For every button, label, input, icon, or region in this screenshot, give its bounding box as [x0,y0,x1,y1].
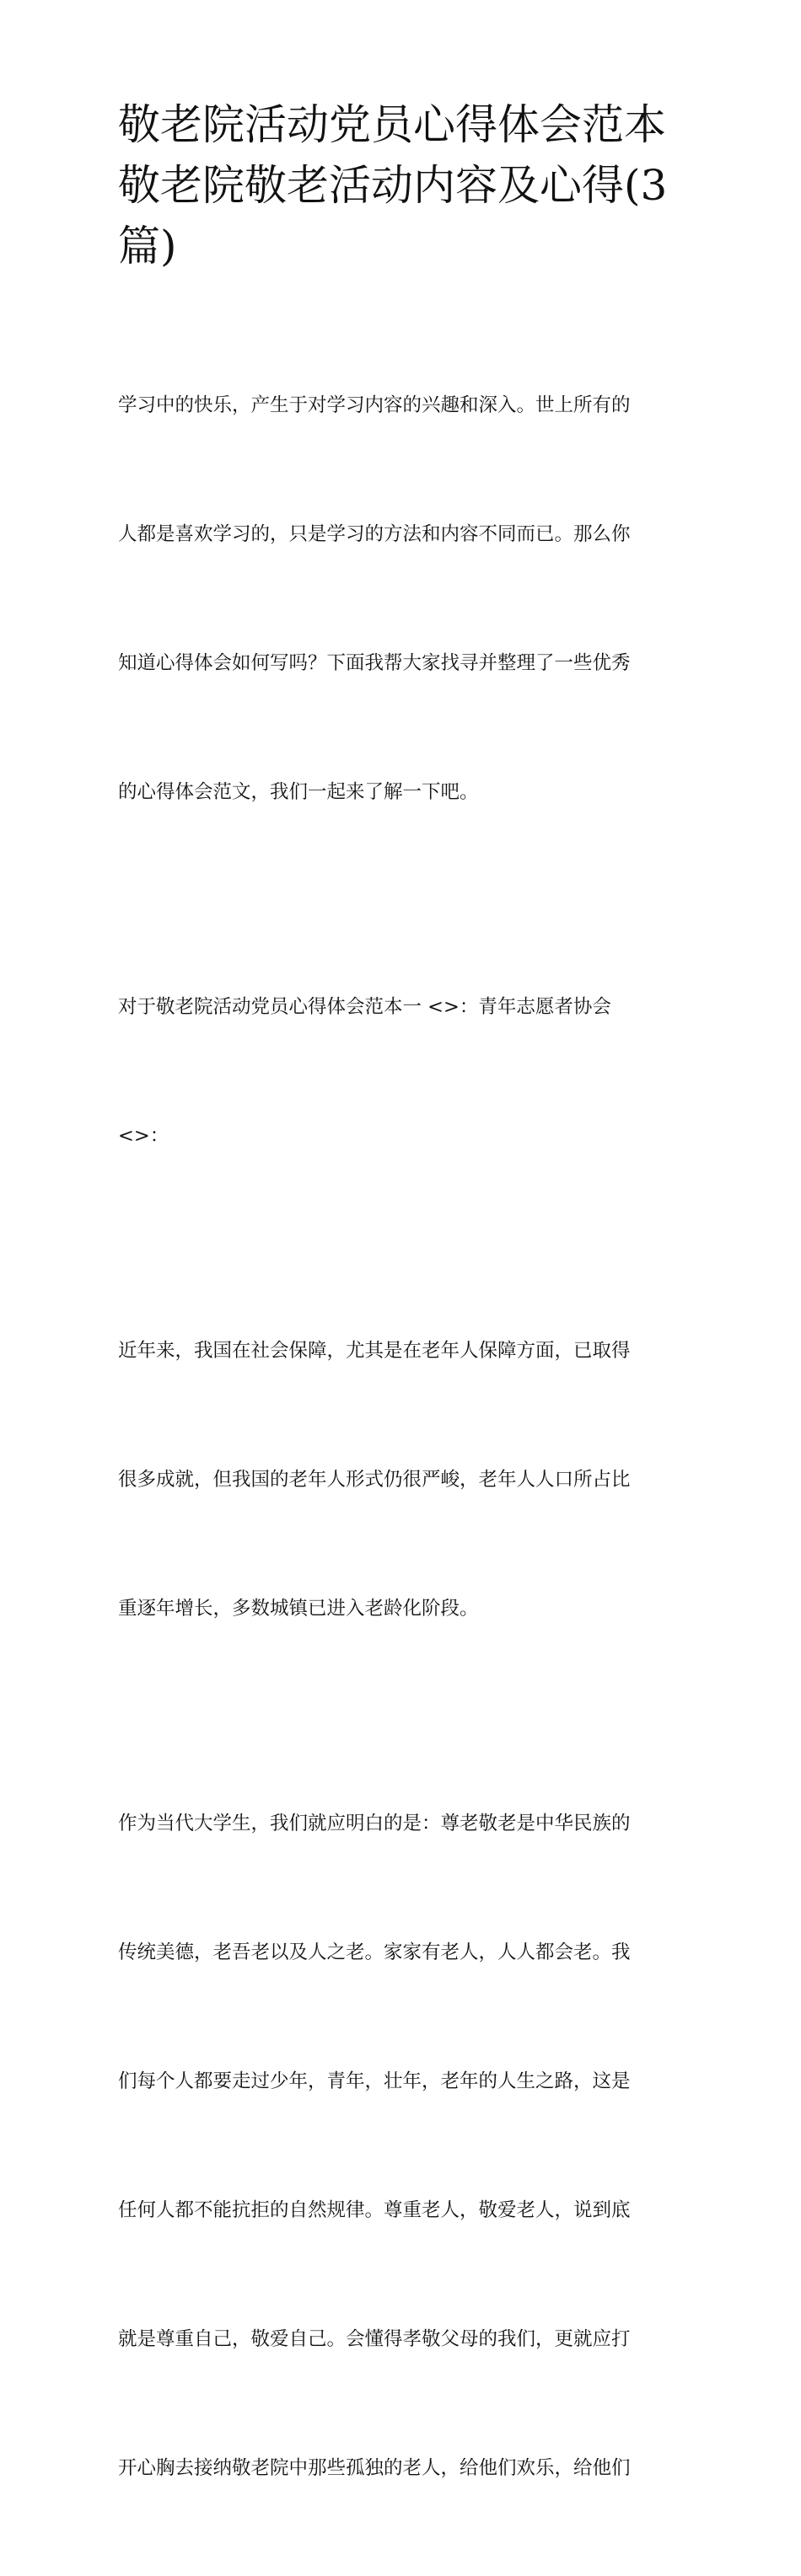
text-line: 重逐年增长，多数城镇已进入老龄化阶段。 [118,1598,479,1620]
text-line: 们每个人都要走过少年，青年，壮年，老年的人生之路，这是 [118,2070,631,2092]
document-page [118,0,687,2576]
text-line: <>： [118,1125,169,1147]
text-line: 开心胸去接纳敬老院中那些孤独的老人，给他们欢乐，给他们 [118,2457,631,2479]
document-body [118,298,687,2576]
text-line: 作为当代大学生，我们就应明白的是：尊老敬老是中华民族的 [118,1813,631,1834]
text-line: 传统美德，老吾老以及人之老。家家有老人，人人都会老。我 [118,1941,631,1963]
paragraph-intro [118,298,687,900]
paragraph-reflection [118,1716,687,2576]
text-line: 学习中的快乐，产生于对学习内容的兴趣和深入。世上所有的 [118,394,631,416]
text-line: 任何人都不能抗拒的自然规律。尊重老人，敬爱老人，说到底 [118,2199,631,2221]
text-line: 知道心得体会如何写吗？下面我帮大家找寻并整理了一些优秀 [118,652,631,674]
text-line: 就是尊重自己，敬爱自己。会懂得孝敬父母的我们，更就应打 [118,2328,631,2350]
document-title [118,94,687,276]
title-line: 敬老院活动党员心得体会范本 [118,100,666,149]
title-line: 篇) [118,222,177,270]
text-line: 人都是喜欢学习的，只是学习的方法和内容不同而已。那么你 [118,523,631,545]
paragraph-section-heading [118,900,687,1244]
paragraph-background [118,1244,687,1716]
title-line: 敬老院敬老活动内容及心得(3 [118,161,668,210]
text-line: 对于敬老院活动党员心得体会范本一 <>：青年志愿者协会 [118,996,611,1018]
text-line: 近年来，我国在社会保障，尤其是在老年人保障方面，已取得 [118,1340,631,1362]
text-line: 的心得体会范文，我们一起来了解一下吧。 [118,781,479,803]
text-line: 很多成就，但我国的老年人形式仍很严峻，老年人人口所占比 [118,1469,631,1491]
